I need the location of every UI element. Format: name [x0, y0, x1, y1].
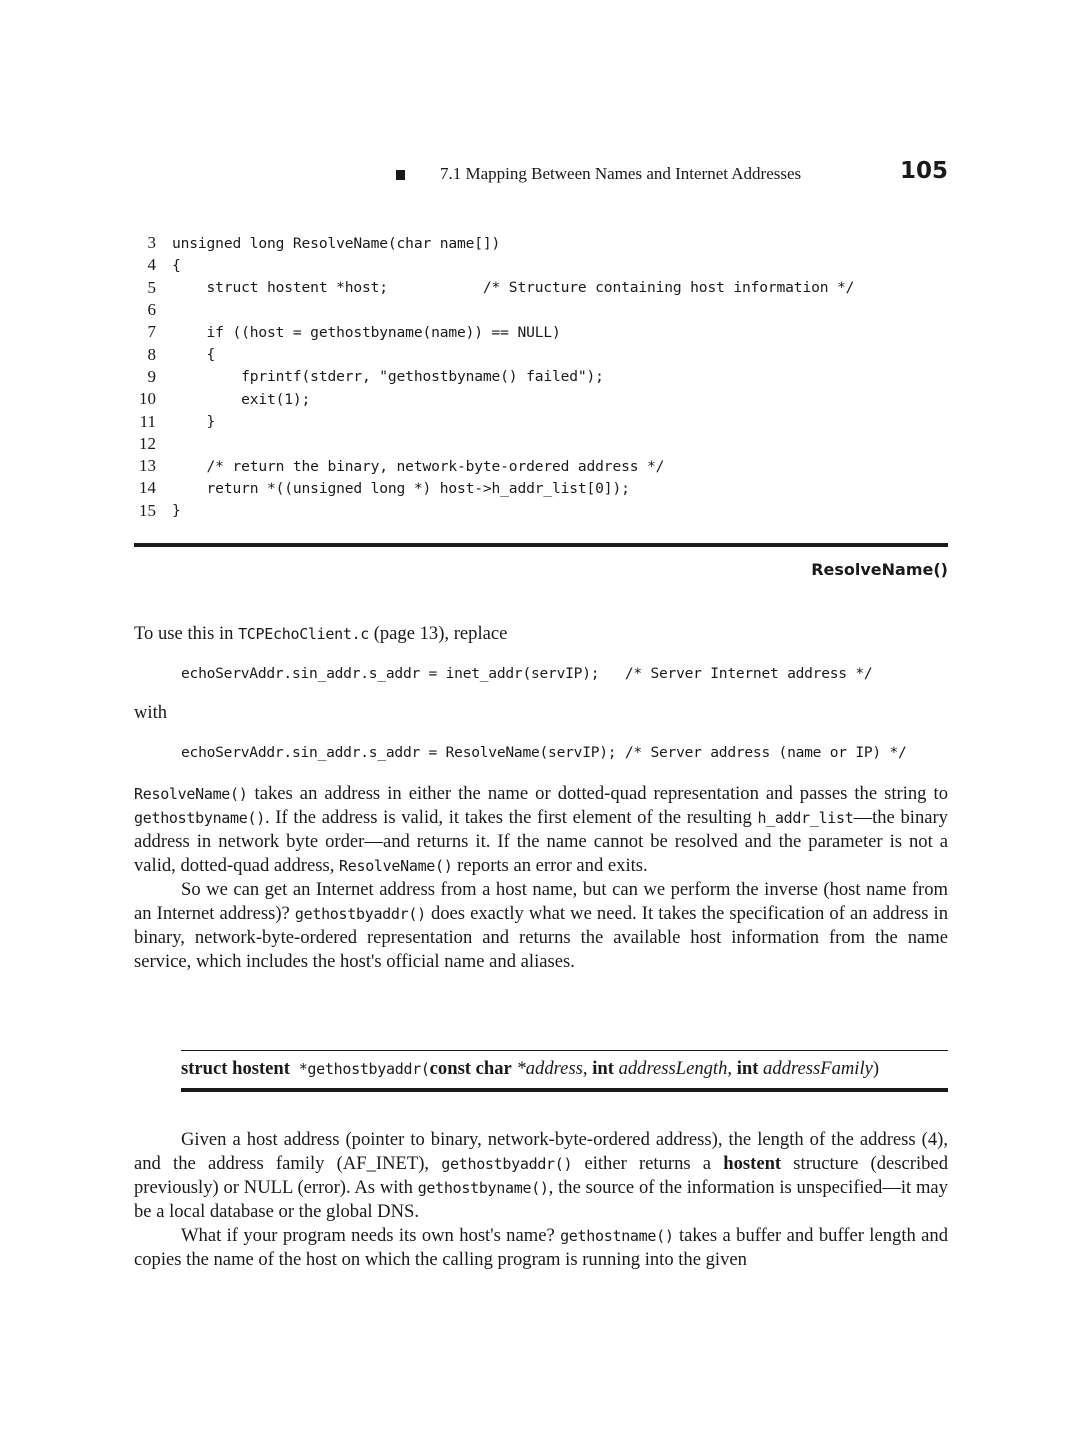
body-text	[134, 782, 948, 974]
line-number: 10	[139, 389, 156, 409]
code-term: gethostname()	[560, 1227, 674, 1245]
code-line	[134, 410, 948, 432]
prototype-keyword: int	[592, 1058, 614, 1079]
line-code: exit(1);	[172, 390, 311, 408]
line-code: {	[172, 256, 181, 274]
text-run: takes a buffer and buffer length and copies the name of the host on which the calling program is running into the given	[134, 1225, 948, 1270]
line-code: unsigned long ResolveName(char name[])	[172, 234, 501, 252]
with-paragraph	[134, 701, 948, 725]
code-term: h_addr_list	[757, 809, 854, 827]
line-number: 12	[139, 433, 156, 453]
text-run: takes an address in either the name or dotted-quad representation and passes the string to	[247, 783, 948, 804]
code-term: ResolveName()	[134, 785, 248, 803]
prototype-bottom-rule	[181, 1088, 948, 1092]
listing-caption: ResolveName()	[811, 560, 948, 579]
paragraph-gethostbyaddr-returns	[134, 1128, 948, 1224]
line-number: 8	[147, 344, 156, 364]
line-code: if ((host = gethostbyname(name)) == NULL)	[172, 323, 561, 341]
line-code: /* return the binary, network-byte-ordered address */	[172, 457, 665, 475]
intro-text: To use this in	[134, 623, 239, 644]
text-run: . If the address is valid, it takes the first element of the resulting	[264, 807, 758, 828]
text-run: Given a host address (pointer to binary, network-byte-ordered address), the length of the address (4), and the address family (AF_INET),	[134, 1129, 948, 1174]
listing-rule	[134, 543, 948, 547]
code-line	[134, 500, 948, 522]
running-header	[134, 158, 948, 192]
paragraph-gethostbyaddr	[134, 878, 948, 974]
square-bullet-icon	[396, 170, 405, 180]
body-text-continued	[134, 1128, 948, 1272]
code-line	[134, 433, 948, 455]
text-run: , the source of the information is unspecified—it may be a local database or the global DNS.	[134, 1177, 948, 1222]
code-line	[134, 366, 948, 388]
line-number: 11	[139, 411, 156, 431]
section-title: 7.1 Mapping Between Names and Internet Addresses	[440, 164, 802, 183]
line-number: 4	[147, 255, 156, 275]
prototype-function-name: *gethostbyaddr(	[289, 1060, 430, 1078]
code-line	[134, 321, 948, 343]
code-line	[134, 254, 948, 276]
text-run: either returns a	[572, 1153, 724, 1174]
bold-term: hostent	[723, 1153, 782, 1174]
code-line	[134, 388, 948, 410]
prototype-argument: *address	[516, 1058, 583, 1079]
code-line	[134, 299, 948, 321]
code-term: gethostbyname()	[417, 1179, 549, 1197]
code-line	[134, 277, 948, 299]
line-number: 7	[147, 322, 156, 342]
intro-paragraph	[134, 622, 948, 646]
line-number: 15	[139, 500, 156, 520]
line-code: return *((unsigned long *) host->h_addr_list[0]);	[172, 479, 630, 497]
prototype-argument: addressLength	[618, 1058, 728, 1079]
code-term: gethostbyname()	[134, 809, 265, 827]
intro-text-end: (page 13), replace	[369, 623, 508, 644]
line-code: fprintf(stderr, "gethostbyname() failed");	[172, 368, 604, 386]
replace-code: echoServAddr.sin_addr.s_addr = inet_addr(servIP); /* Server Internet address */	[181, 665, 873, 682]
line-code: struct hostent *host; /* Structure containing host information */	[172, 279, 855, 297]
line-number: 9	[147, 366, 156, 386]
code-line	[134, 477, 948, 499]
paragraph-resolvename	[134, 782, 948, 878]
line-number: 5	[147, 277, 156, 297]
line-number: 6	[147, 300, 156, 320]
line-code: }	[172, 413, 216, 431]
text-run: —the binary address in network byte order—and returns it. If the name cannot be resolved and the parameter is not a valid, dotted-quad address,	[134, 807, 948, 876]
code-listing	[134, 232, 948, 522]
function-prototype: struct hostent *gethostbyaddr(const char *address, int addressLength, int addressFamily)	[181, 1058, 880, 1079]
prototype-return-type: struct hostent	[181, 1058, 290, 1079]
text-run: So we can get an Internet address from a host name, but can we perform the inverse (host name from an Internet address)?	[134, 879, 948, 924]
line-number: 3	[147, 233, 156, 253]
text-run: structure (described previously) or NULL (error). As with	[134, 1153, 948, 1198]
text-run: does exactly what we need. It takes the specification of an address in binary, network-byte-ordered representation and returns the available host information from the name service, which includes the host's official name and aliases.	[134, 903, 948, 972]
code-term: ResolveName()	[339, 857, 453, 875]
paragraph-gethostname	[134, 1224, 948, 1272]
prototype-keyword: const char	[429, 1058, 512, 1079]
line-code: {	[172, 346, 216, 364]
line-code: }	[172, 502, 181, 520]
page-number: 105	[899, 158, 948, 184]
with-word: with	[134, 702, 168, 723]
line-number: 14	[139, 478, 156, 498]
prototype-top-rule	[181, 1050, 948, 1051]
line-number: 13	[139, 456, 156, 476]
prototype-keyword: int	[736, 1058, 759, 1079]
prototype-argument: addressFamily	[763, 1058, 873, 1079]
text-run: reports an error and exits.	[452, 855, 648, 876]
code-term: gethostbyaddr()	[294, 905, 426, 923]
filename: TCPEchoClient.c	[238, 625, 370, 643]
code-term: gethostbyaddr()	[441, 1155, 573, 1173]
code-line	[134, 232, 948, 254]
code-line	[134, 343, 948, 365]
text-run: What if your program needs its own host's name?	[181, 1225, 561, 1246]
prototype-close-paren: )	[872, 1058, 880, 1079]
with-code: echoServAddr.sin_addr.s_addr = ResolveName(servIP); /* Server address (name or IP) */	[181, 744, 907, 761]
code-line	[134, 455, 948, 477]
